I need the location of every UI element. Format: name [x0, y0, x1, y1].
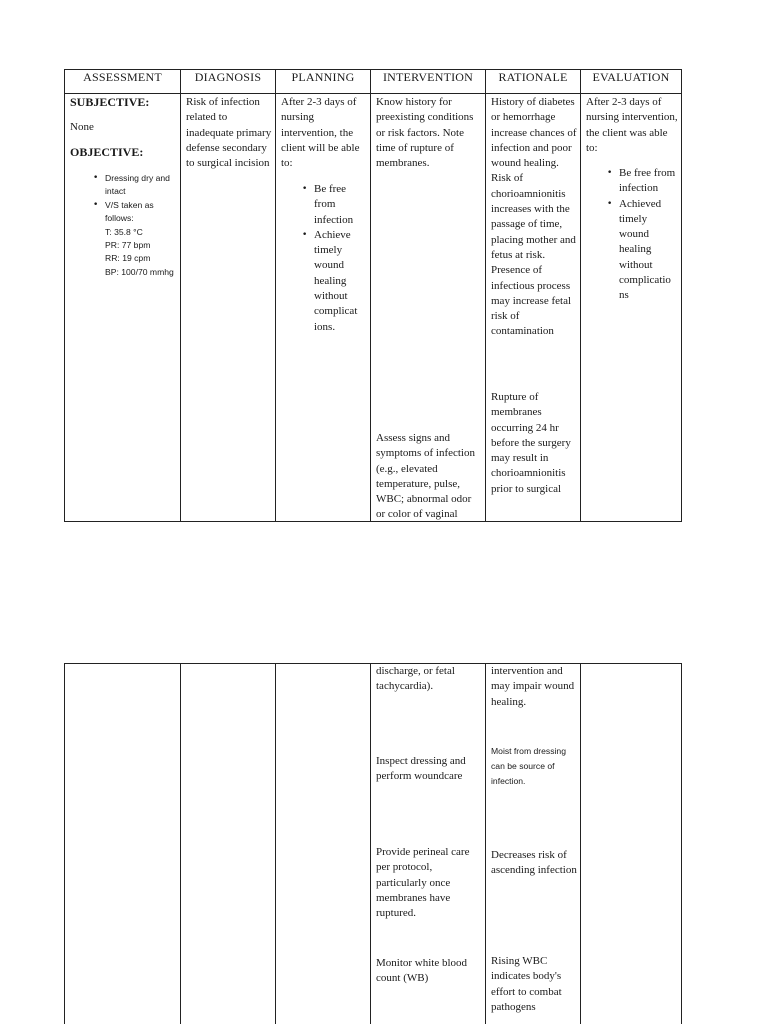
rationale-text: Decreases risk of ascending infection	[491, 849, 577, 877]
header-row	[65, 70, 682, 94]
intervention-cell	[371, 94, 486, 522]
rationale-cell	[486, 664, 581, 1024]
assessment-cell	[65, 664, 181, 1024]
care-plan-table-page2	[64, 663, 682, 1024]
objective-list	[105, 172, 177, 279]
rationale-cell	[486, 94, 581, 522]
rationale-text: Rupture of membranes occurring 24 hr before the surgery may result in chorioamnionitis prior to surgical	[491, 391, 571, 495]
intervention-text: Know history for preexisting conditions or risk factors. Note time of rupture of membranes.	[376, 96, 474, 170]
planning-list	[314, 182, 366, 335]
rationale-text: Rising WBC indicates body's effort to combat pathogens	[491, 955, 562, 1013]
evaluation-item: • Achieved timely wound healing without complicatio ns	[619, 197, 679, 304]
care-plan-table-page1	[64, 69, 682, 522]
header-evaluation: EVALUATION	[581, 70, 682, 94]
intervention-text: Inspect dressing and perform woundcare	[376, 755, 466, 783]
body-row	[65, 94, 682, 522]
evaluation-cell	[581, 94, 682, 522]
evaluation-intro: After 2-3 days of nursing intervention, the client was able to:	[586, 96, 678, 154]
planning-intro: After 2-3 days of nursing intervention, the client will be able to:	[281, 96, 360, 170]
header-rationale: RATIONALE	[486, 70, 581, 94]
evaluation-cell	[581, 664, 682, 1024]
objective-item: • V/S taken as follows: T: 35.8 °C PR: 77 bpm RR: 19 cpm BP: 100/70 mmhg	[105, 199, 177, 279]
diagnosis-text: Risk of infection related to inadequate primary defense secondary to surgical incision	[186, 96, 272, 170]
diagnosis-cell	[181, 94, 276, 522]
planning-cell	[276, 664, 371, 1024]
header-diagnosis: DIAGNOSIS	[181, 70, 276, 94]
rationale-text: intervention and may impair wound healing.	[491, 665, 575, 708]
body-row	[65, 664, 682, 1024]
rationale-text: History of diabetes or hemorrhage increase chances of infection and poor wound healing. Risk of chorioamnionitis increases with the passage of time, placing mother and fetus at risk. Presence of infectious process may increase fetal risk of contamination	[491, 96, 577, 338]
objective-item: • Dressing dry and intact	[105, 172, 177, 199]
intervention-text: Provide perineal care per protocol, particularly once membranes have ruptured.	[376, 846, 470, 920]
intervention-text: Assess signs and symptoms of infection (e.g., elevated temperature, pulse, WBC; abnormal odor or color of vaginal	[376, 432, 475, 521]
objective-label: OBJECTIVE:	[70, 145, 144, 159]
header-intervention: INTERVENTION	[371, 70, 486, 94]
header-assessment: ASSESSMENT	[65, 70, 181, 94]
header-planning: PLANNING	[276, 70, 371, 94]
intervention-cell	[371, 664, 486, 1024]
evaluation-item: • Be free from infection	[619, 166, 679, 197]
planning-item: • Be free from infection	[314, 182, 366, 228]
subjective-value: None	[70, 121, 94, 133]
planning-cell	[276, 94, 371, 522]
intervention-text: discharge, or fetal tachycardia).	[376, 665, 455, 693]
rationale-text: Moist from dressing can be source of infection.	[491, 746, 566, 786]
assessment-cell	[65, 94, 181, 522]
planning-item: • Achieve timely wound healing without complicat ions.	[314, 228, 366, 335]
diagnosis-cell	[181, 664, 276, 1024]
subjective-label: SUBJECTIVE:	[70, 95, 150, 109]
intervention-text: Monitor white blood count (WB)	[376, 957, 468, 985]
evaluation-list	[619, 166, 679, 304]
